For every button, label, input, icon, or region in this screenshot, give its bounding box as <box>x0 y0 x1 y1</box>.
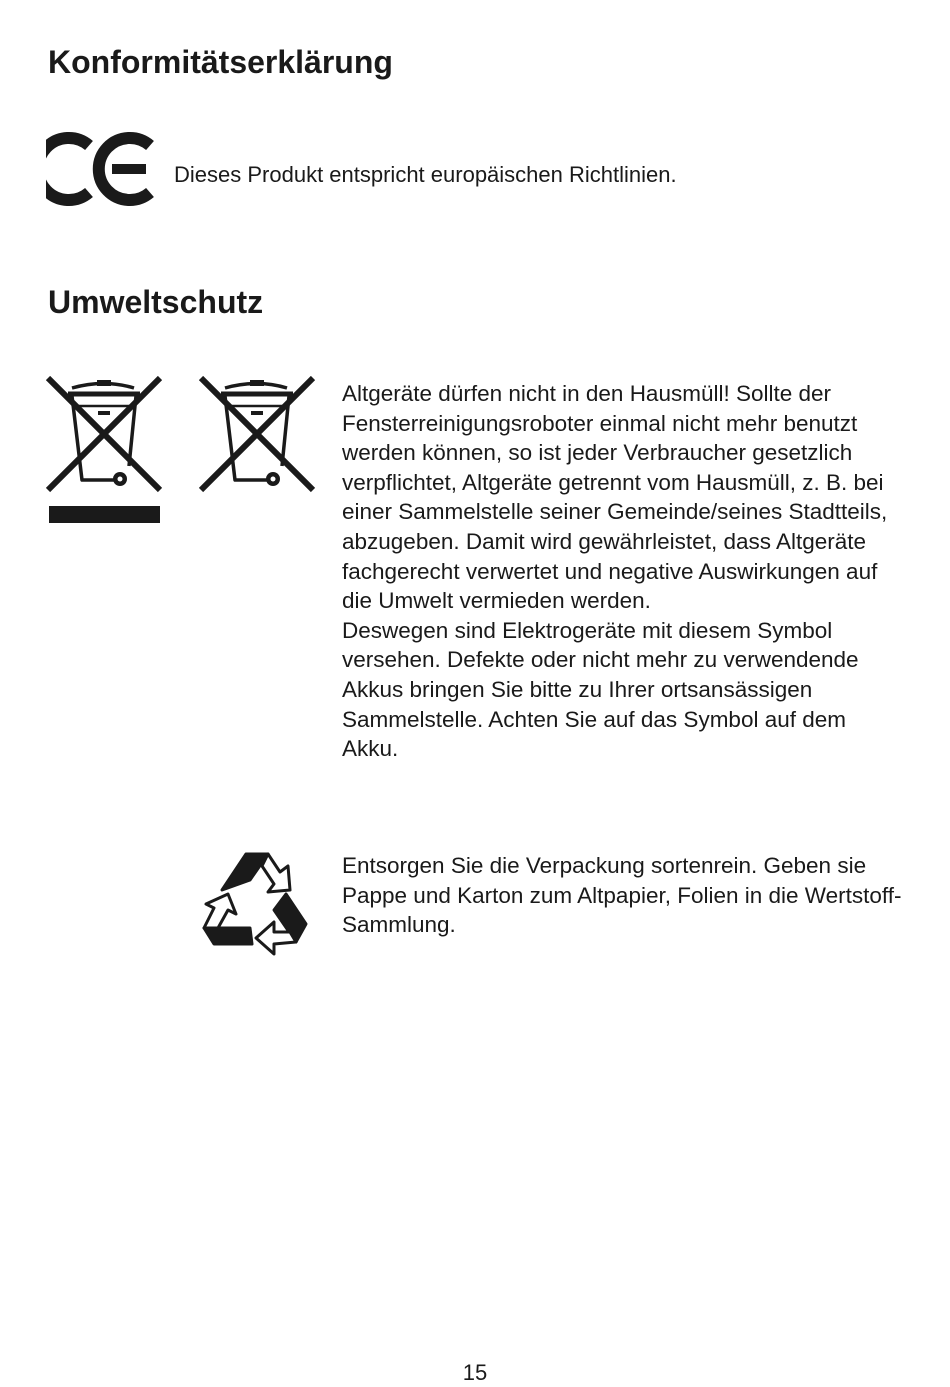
page-number: 15 <box>462 1360 488 1385</box>
crossed-out-wheelie-bin-icon <box>199 376 315 494</box>
recycling-icon <box>200 850 310 956</box>
environment-heading: Umweltschutz <box>48 284 264 320</box>
weee-paragraph-1: Altgeräte dürfen nicht in den Hausmüll! Sollte der Fensterreinigungsroboter einmal nicht mehr benutzt werden können, so ist jeder Verbraucher gesetzlich verpflichtet, Altgeräte getrennt vom Hausmüll, z. B. bei einer Sammelstelle seiner Gemeinde/seines Stadtteils, abzugeben. Damit wird gewährleistet, dass Altgeräte fachgerecht verwertet und negative Auswirkungen auf die Umwelt vermieden werden. <box>342 381 888 614</box>
weee-paragraph-2: Deswegen sind Elektrogeräte mit diesem Symbol versehen. Defekte oder nicht mehr zu verwendende Akkus bringen Sie bitte zu Ihrer ortsansässigen Sammelstelle. Achten Sie auf das Symbol auf dem Akku. <box>342 617 859 762</box>
weee-disposal-text <box>342 379 902 764</box>
conformity-heading: Konformitätserklärung <box>48 44 393 80</box>
conformity-statement: Dieses Produkt entspricht europäischen Richtlinien. <box>174 162 677 187</box>
packaging-disposal-text: Entsorgen Sie die Verpackung sortenrein. Geben sie Pappe und Karton zum Altpapier, Folien in die Wertstoff-Sammlung. <box>342 853 902 938</box>
crossed-out-wheelie-bin-icon <box>46 376 162 526</box>
ce-mark-icon <box>46 130 154 208</box>
